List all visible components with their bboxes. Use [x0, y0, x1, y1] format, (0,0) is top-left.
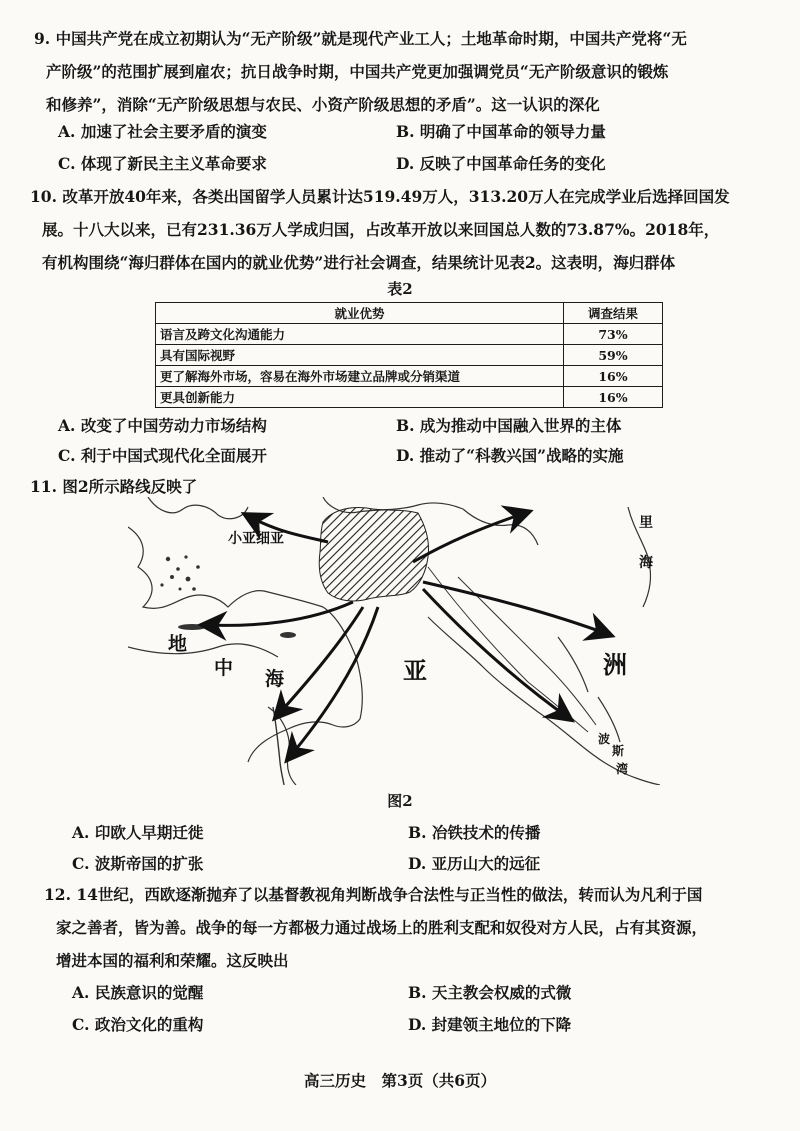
q11-option-a[interactable]: A. 印欧人早期迁徙 — [72, 823, 204, 842]
label-caspian-li: 里 — [639, 515, 653, 531]
q9-option-d[interactable]: D. 反映了中国革命任务的变化 — [396, 154, 606, 173]
table-cell-result: 73% — [564, 324, 663, 345]
q12-option-b[interactable]: B. 天主教会权威的式微 — [408, 983, 572, 1002]
q10-option-a[interactable]: A. 改变了中国劳动力市场结构 — [58, 416, 267, 435]
label-caspian-hai: 海 — [639, 555, 653, 571]
table-2 — [155, 302, 663, 408]
question-9-line-3: 和修养”，消除“无产阶级思想与农民、小资产阶级思想的矛盾”。这一认识的深化 — [46, 95, 600, 114]
table-cell-advantage: 更了解海外市场，容易在海外市场建立品牌或分销渠道 — [156, 366, 564, 387]
q10-option-d[interactable]: D. 推动了“科教兴国”战略的实施 — [396, 446, 624, 465]
table-header-advantage: 就业优势 — [156, 303, 564, 324]
label-med-zhong: 中 — [214, 657, 234, 679]
table-row — [156, 366, 663, 387]
table-cell-result: 59% — [564, 345, 663, 366]
label-asia-zhou: 洲 — [603, 651, 627, 679]
table-header-row — [156, 303, 663, 324]
question-12-line-3: 增进本国的福利和荣耀。这反映出 — [56, 951, 289, 970]
q12-option-d[interactable]: D. 封建领主地位的下降 — [408, 1015, 572, 1034]
table-header-result: 调查结果 — [564, 303, 663, 324]
table-cell-advantage: 语言及跨文化沟通能力 — [156, 324, 564, 345]
table-row — [156, 324, 663, 345]
label-asia-ya: 亚 — [403, 657, 427, 685]
question-12-line-2: 家之善者，皆为善。战争的每一方都极力通过战场上的胜利支配和奴役对方人民，占有其资源， — [56, 918, 708, 937]
question-9-line-1: 9. 中国共产党在成立初期认为“无产阶级”就是现代产业工人；土地革命时期，中国共产党将“无 — [34, 29, 687, 48]
table-cell-advantage: 具有国际视野 — [156, 345, 564, 366]
label-med-di: 地 — [168, 633, 188, 655]
question-12-line-1: 12. 14世纪，西欧逐渐抛弃了以基督教视角判断战争合法性与正当性的做法，转而认为凡利于国 — [44, 885, 703, 904]
page-footer: 高三历史 第3页（共6页） — [303, 1071, 497, 1090]
question-9 — [34, 22, 778, 121]
label-med-hai: 海 — [265, 668, 285, 690]
table-row — [156, 345, 663, 366]
q9-option-b[interactable]: B. 明确了中国革命的领导力量 — [396, 122, 606, 141]
question-9-line-2: 产阶级”的范围扩展到雇农；抗日战争时期，中国共产党更加强调党员“无产阶级意识的锻炼 — [46, 62, 669, 81]
question-10-line-2: 展。十八大以来，已有231.36万人学成归国，占改革开放以来回国总人数的73.87%。2018年， — [42, 220, 720, 239]
q9-option-a[interactable]: A. 加速了社会主要矛盾的演变 — [58, 122, 267, 141]
label-gulf-si: 斯 — [612, 744, 625, 758]
question-10-line-1: 10. 改革开放40年来，各类出国留学人员累计达519.49万人，313.20万人在完成学业后选择回国发 — [30, 187, 730, 206]
q11-option-c[interactable]: C. 波斯帝国的扩张 — [72, 854, 204, 873]
q9-option-c[interactable]: C. 体现了新民主主义革命要求 — [58, 154, 267, 173]
q11-option-d[interactable]: D. 亚历山大的远征 — [408, 854, 541, 873]
route-map-figure-2 — [128, 497, 660, 785]
table-cell-advantage: 更具创新能力 — [156, 387, 564, 408]
q12-option-c[interactable]: C. 政治文化的重构 — [72, 1015, 204, 1034]
table-row — [156, 387, 663, 408]
question-10 — [30, 180, 774, 279]
question-11-stem: 11. 图2所示路线反映了 — [30, 477, 198, 496]
table-cell-result: 16% — [564, 366, 663, 387]
q12-option-a[interactable]: A. 民族意识的觉醒 — [72, 983, 204, 1002]
q11-option-b[interactable]: B. 冶铁技术的传播 — [408, 823, 541, 842]
label-gulf-wan: 湾 — [616, 762, 629, 776]
origin-region-hatched — [319, 508, 428, 601]
label-gulf-bo: 波 — [598, 732, 611, 746]
table-cell-result: 16% — [564, 387, 663, 408]
q10-option-c[interactable]: C. 利于中国式现代化全面展开 — [58, 446, 267, 465]
label-asia-minor: 小亚细亚 — [228, 531, 284, 547]
q10-option-b[interactable]: B. 成为推动中国融入世界的主体 — [396, 416, 622, 435]
question-12 — [44, 878, 774, 977]
question-10-line-3: 有机构围绕“海归群体在国内的就业优势”进行社会调查，结果统计见表2。这表明，海归群体 — [42, 253, 676, 272]
table-2-title: 表2 — [387, 280, 413, 298]
figure-2-caption: 图2 — [387, 792, 413, 810]
